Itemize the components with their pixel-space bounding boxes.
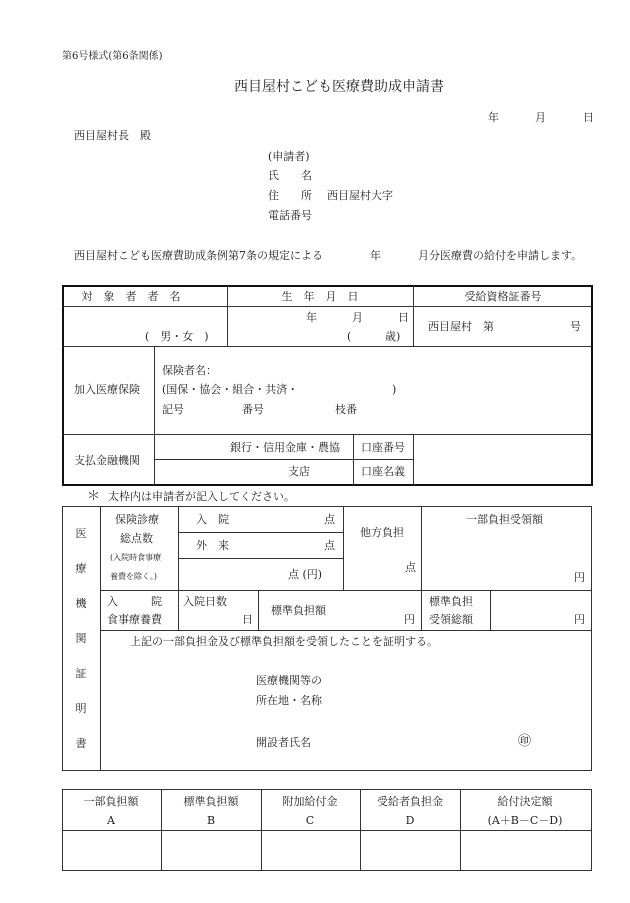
branch-office-label: 支店 bbox=[288, 465, 310, 478]
inpatient-days-unit: 日 bbox=[242, 613, 253, 626]
partial-received-label: 一部負担受領額 bbox=[466, 513, 543, 526]
statement-suffix: 月分医療費の給付を申請します。 bbox=[418, 249, 583, 262]
insurer-types: (国保・協会・組合・共済・ bbox=[162, 383, 299, 396]
vertical-char-6: 明 bbox=[75, 702, 87, 715]
statement-prefix: 西目屋村こども医療費助成条例第7条の規定による bbox=[74, 249, 323, 262]
birth-year: 年 bbox=[306, 311, 317, 324]
founder-label: 開設者氏名 bbox=[256, 736, 311, 749]
certify-statement: 上記の一部負担金及び標準負担額を受領したことを証明する。 bbox=[130, 635, 438, 648]
institution-line1: 医療機関等の bbox=[256, 674, 322, 687]
phone-label: 電話番号 bbox=[268, 209, 312, 222]
statement-year: 年 bbox=[370, 249, 381, 262]
note-text: 太枠内は申請者が記入してください。 bbox=[108, 490, 295, 503]
form-number: 第6号様式(第6条関係) bbox=[62, 51, 163, 62]
partial-received-yen: 円 bbox=[574, 571, 585, 584]
age-suffix: 歳) bbox=[385, 330, 401, 343]
inpatient-points-unit: 点 bbox=[324, 513, 335, 526]
std-received-yen: 円 bbox=[574, 613, 585, 626]
seal-mark: ㊞ bbox=[518, 734, 532, 749]
meal-label-line1: 入 院 bbox=[107, 595, 162, 608]
age-open: ( bbox=[347, 330, 352, 343]
col-b-label: 標準負担額 bbox=[183, 795, 239, 808]
meal-label-line2: 食事療養費 bbox=[107, 613, 162, 626]
vertical-char-7: 書 bbox=[75, 737, 87, 750]
page-title: 西目屋村こども医療費助成申請書 bbox=[234, 79, 444, 95]
outpatient-points-unit: 点 bbox=[324, 539, 335, 552]
col-a-letter: A bbox=[107, 814, 115, 827]
points-yen-unit: 点 (円) bbox=[288, 568, 323, 581]
address-value: 西目屋村大字 bbox=[327, 189, 393, 202]
col-c-letter: C bbox=[305, 814, 315, 827]
account-number-label: 口座番号 bbox=[361, 441, 405, 454]
cert-prefix: 西目屋村 第 bbox=[428, 320, 494, 333]
date-day: 日 bbox=[583, 111, 594, 124]
vertical-char-1: 医 bbox=[75, 527, 87, 540]
standard-burden-yen: 円 bbox=[404, 613, 415, 626]
other-burden-unit: 点 bbox=[405, 561, 416, 574]
insured-fee-line2: 総点数 bbox=[120, 532, 153, 545]
col-total-label: 給付決定額 bbox=[497, 795, 553, 808]
date-year: 年 bbox=[488, 111, 499, 124]
insurer-close: ) bbox=[392, 383, 397, 396]
subject-header: 対 象 者 者 名 bbox=[81, 290, 181, 303]
cert-header: 受給資格証番号 bbox=[464, 290, 542, 303]
birth-month: 月 bbox=[352, 311, 363, 324]
std-received-line1: 標準負担 bbox=[429, 595, 473, 608]
inpatient-label: 入 院 bbox=[196, 513, 229, 526]
col-c-label: 附加給付金 bbox=[282, 795, 338, 808]
standard-burden-label: 標準負担額 bbox=[271, 604, 326, 617]
vertical-char-5: 証 bbox=[75, 667, 87, 680]
std-received-line2: 受領総額 bbox=[429, 613, 473, 626]
col-total-formula: (A＋B－C－D) bbox=[487, 814, 563, 827]
col-b-letter: B bbox=[206, 814, 216, 827]
payment-label: 支払金融機関 bbox=[74, 454, 140, 467]
address-label: 住 所 bbox=[268, 189, 312, 202]
account-name-label: 口座名義 bbox=[361, 465, 405, 478]
vertical-char-4: 関 bbox=[75, 632, 87, 645]
other-burden-label: 他方負担 bbox=[360, 526, 404, 539]
number-label: 番号 bbox=[242, 403, 264, 416]
outpatient-label: 外 来 bbox=[196, 539, 229, 552]
birth-header: 生 年 月 日 bbox=[281, 290, 359, 303]
branch-number-label: 枝番 bbox=[335, 403, 357, 416]
date-month: 月 bbox=[535, 111, 546, 124]
institution-line2: 所在地・名称 bbox=[256, 694, 322, 707]
inpatient-days-label: 入院日数 bbox=[183, 595, 227, 608]
insurer-name-label: 保険者名： bbox=[162, 364, 217, 377]
insured-fee-line1: 保険診療 bbox=[115, 513, 159, 526]
note-star: ＊ bbox=[87, 489, 101, 504]
col-d-letter: D bbox=[405, 814, 415, 827]
insured-fee-line3: (入院時食事療 bbox=[110, 553, 162, 562]
cert-suffix: 号 bbox=[570, 320, 581, 333]
birth-day: 日 bbox=[398, 311, 409, 324]
col-a-label: 一部負担額 bbox=[83, 795, 139, 808]
col-d-label: 受給者負担金 bbox=[377, 795, 443, 808]
name-label: 氏 名 bbox=[268, 169, 312, 182]
addressee: 西目屋村長 殿 bbox=[74, 129, 151, 142]
insured-fee-line4: 養費を除く。) bbox=[110, 572, 157, 581]
symbol-label: 記号 bbox=[162, 403, 184, 416]
vertical-char-2: 療 bbox=[75, 562, 87, 575]
insurance-label: 加入医療保険 bbox=[74, 383, 140, 396]
bank-types: 銀行・信用金庫・農協 bbox=[230, 441, 340, 454]
applicant-heading: (申請者) bbox=[268, 150, 310, 163]
vertical-char-3: 機 bbox=[75, 597, 87, 610]
gender-field: ( 男・女 ) bbox=[145, 330, 209, 343]
